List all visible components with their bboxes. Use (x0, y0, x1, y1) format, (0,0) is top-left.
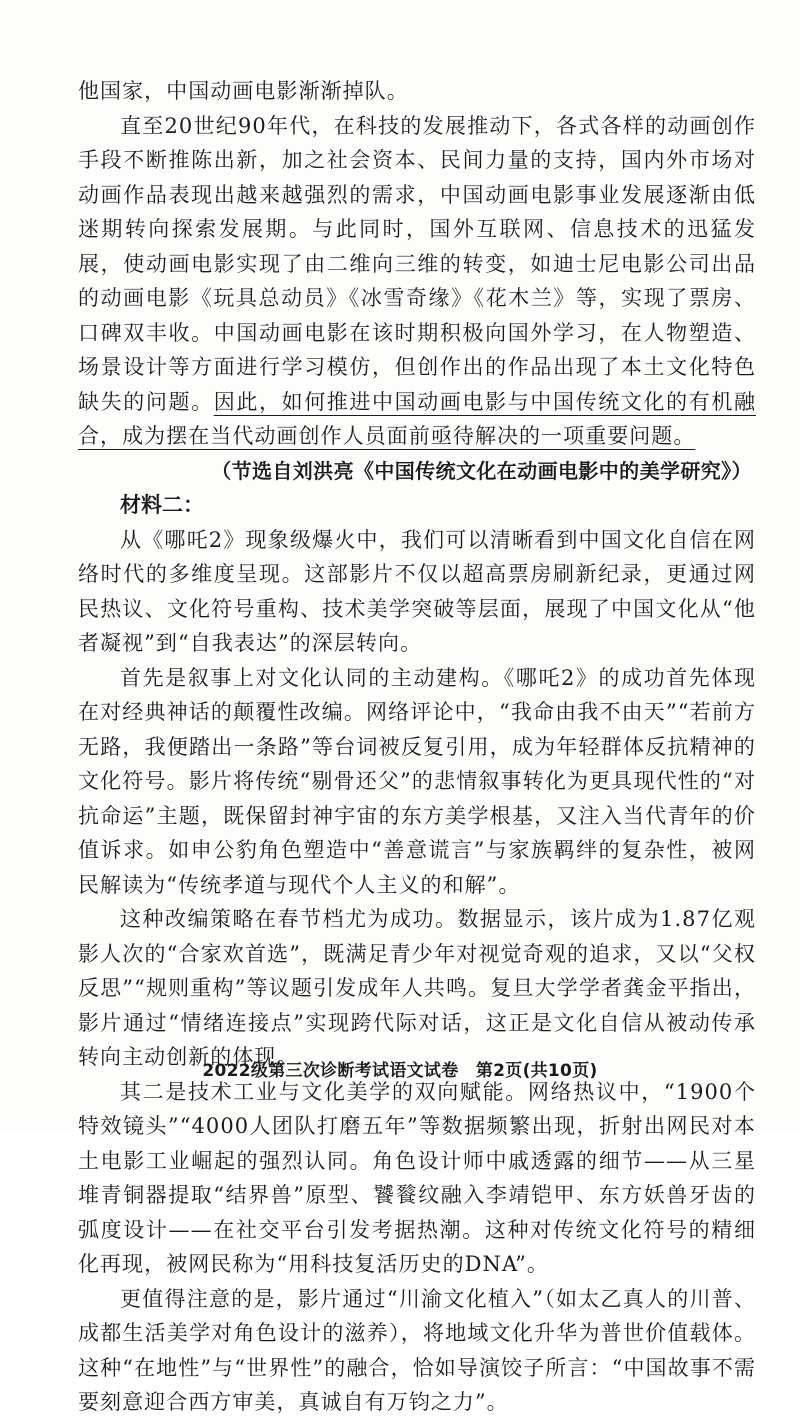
paragraph-continuation: 他国家，中国动画电影渐渐掉队。 (78, 79, 409, 103)
section-heading-material-two: 材料二： (120, 493, 204, 517)
page-footer: 2022级第三次诊断考试语文试卷 第2页(共10页) (202, 1061, 598, 1081)
source-citation: （节选自刘洪亮《中国传统文化在动画电影中的美学研究》） (211, 458, 752, 483)
underlined-sentence: 因此，如何推进中国动画电影与中国传统文化的有机融合，成为摆在当代动画创作人员面前亟待解决的一项重要问题。 (78, 389, 756, 448)
paragraph-nezha-intro: 从《哪吒2》现象级爆火中，我们可以清晰看到中国文化自信在网络时代的多维度呈现。这部影片不仅以超高票房刷新纪录，更通过网民热议、文化符号重构、技术美学突破等层面，展现了中国文化从“他者凝视”到“自我表达”的深层转向。 (78, 527, 756, 655)
paragraph-1990s-development (78, 109, 756, 454)
paragraph-text: 直至20世纪90年代，在科技的发展推动下，各式各样的动画创作手段不断推陈出新，加之社会资本、民间力量的支持，国内外市场对动画作品表现出越来越强烈的需求，中国动画电影事业发展逐渐由低迷期转向探索发展期。与此同时，国外互联网、信息技术的迅猛发展，使动画电影实现了由二维向三维的转变，如迪士尼电影公司出品的动画电影《玩具总动员》《冰雪奇缘》《花木兰》等，实现了票房、口碑双丰收。中国动画电影在该时期积极向国外学习，在人物塑造、场景设计等方面进行学习模仿，但创作出的作品出现了本土文化特色缺失的问题。 (78, 113, 756, 414)
paragraph-regional-culture: 更值得注意的是，影片通过“川渝文化植入”（如太乙真人的川普、成都生活美学对角色设计的滋养），将地域文化升华为普世价值载体。这种“在地性”与“世界性”的融合，恰如导演饺子所言：“中国故事不需要刻意迎合西方审美，真诚自有万钧之力”。 (78, 1286, 756, 1414)
paragraph-adaptation-strategy: 这种改编策略在春节档尤为成功。数据显示，该片成为1.87亿观影人次的“合家欢首选”，既满足青少年对视觉奇观的追求，又以“父权反思”“规则重构”等议题引发成年人共鸣。复旦大学学者龚金平指出，影片通过“情绪连接点”实现跨代际对话，这正是文化自信从被动传承转向主动创新的体现。 (78, 907, 756, 1069)
paragraph-narrative-identity: 首先是叙事上对文化认同的主动建构。《哪吒2》的成功首先体现在对经典神话的颠覆性改编。网络评论中，“我命由我不由天”“若前方无路，我便踏出一条路”等台词被反复引用，成为年轻群体反抗精神的文化符号。影片将传统“剔骨还父”的悲情叙事转化为更具现代性的“对抗命运”主题，既保留封神宇宙的东方美学根基，又注入当代青年的价值诉求。如申公豹角色塑造中“善意谎言”与家族羁绊的复杂性，被网民解读为“传统孝道与现代个人主义的和解”。 (78, 665, 756, 897)
paragraph-technology-aesthetics: 其二是技术工业与文化美学的双向赋能。网络热议中，“1900个特效镜头”“4000人团队打磨五年”等数据频繁出现，折射出网民对本土电影工业崛起的强烈认同。角色设计师中戚透露的细节——从三星堆青铜器提取“结界兽”原型、饕餮纹融入李靖铠甲、东方妖兽牙齿的弧度设计——在社交平台引发考据热潮。这种对传统文化符号的精细化再现，被网民称为“用科技复活历史的DNA”。 (78, 1079, 756, 1276)
